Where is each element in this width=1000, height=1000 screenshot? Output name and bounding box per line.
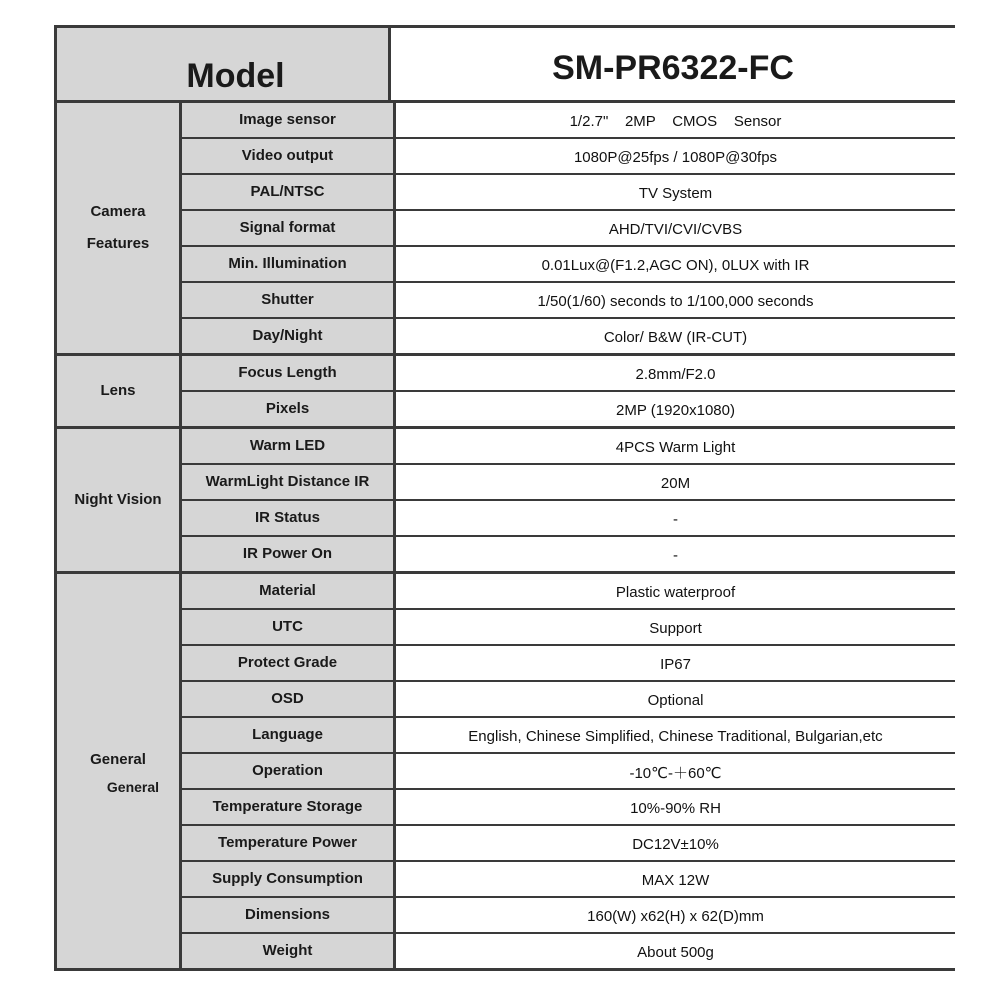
- spec-label: Shutter: [182, 283, 396, 317]
- section-label-night-vision: [54, 429, 182, 571]
- spec-label: IR Status: [182, 501, 396, 535]
- spec-row-min-illumination: [182, 245, 955, 281]
- spec-row-material: [182, 574, 955, 608]
- spec-row-operation: [182, 752, 955, 788]
- spec-value: TV System: [638, 184, 713, 202]
- spec-value: 0.01Lux@(F1.2,AGC ON), 0LUX with IR: [541, 256, 810, 274]
- spec-value: 4PCS Warm Light: [615, 438, 736, 456]
- section-label-line: General: [90, 751, 146, 768]
- section-label-line: General: [106, 779, 160, 795]
- spec-label: Temperature Power: [182, 826, 396, 860]
- spec-label: Material: [182, 574, 396, 608]
- section-label-line: Features: [86, 235, 150, 252]
- spec-row-day-night: [182, 317, 955, 353]
- model-header-row: [54, 25, 955, 103]
- section-label-camera-features: [54, 103, 182, 353]
- spec-label: WarmLight Distance IR: [182, 465, 396, 499]
- spec-value: 1080P@25fps / 1080P@30fps: [573, 148, 778, 166]
- model-label: Model: [54, 28, 391, 100]
- spec-row-ir-power-on: [182, 535, 955, 571]
- spec-label: Signal format: [182, 211, 396, 245]
- spec-label: Supply Consumption: [182, 862, 396, 896]
- spec-value: 2MP (1920x1080): [616, 401, 735, 419]
- spec-row-supply-consumption: [182, 860, 955, 896]
- section-camera-features: [54, 103, 955, 356]
- spec-value: English, Chinese Simplified, Chinese Traditional, Bulgarian,etc: [468, 727, 883, 745]
- spec-label: UTC: [182, 610, 396, 644]
- spec-row-warm-led: [182, 429, 955, 463]
- spec-value: -: [673, 510, 678, 528]
- spec-value: -10℃-＋60℃: [629, 764, 722, 782]
- section-general: [54, 574, 955, 971]
- spec-value: DC12V±10%: [632, 835, 719, 853]
- spec-label: Protect Grade: [182, 646, 396, 680]
- spec-row-signal-format: [182, 209, 955, 245]
- spec-row-image-sensor: [182, 103, 955, 137]
- section-night-vision: [54, 429, 955, 574]
- spec-value: Support: [649, 619, 702, 637]
- spec-row-protect-grade: [182, 644, 955, 680]
- section-label-line: Night Vision: [74, 491, 162, 508]
- spec-row-pixels: [182, 390, 955, 426]
- spec-label: Min. Illumination: [182, 247, 396, 281]
- section-label-general: [54, 574, 182, 968]
- spec-label: Focus Length: [182, 356, 396, 390]
- spec-row-temperature-storage: [182, 788, 955, 824]
- spec-value: 10%-90% RH: [630, 799, 721, 817]
- model-value: SM-PR6322-FC: [552, 48, 794, 87]
- spec-value: 1/2.7" 2MP CMOS Sensor: [569, 112, 782, 130]
- spec-label: Language: [182, 718, 396, 752]
- spec-label: Pixels: [182, 392, 396, 426]
- spec-value: Plastic waterproof: [615, 583, 736, 601]
- spec-value: 160(W) x62(H) x 62(D)mm: [587, 907, 764, 925]
- spec-label: PAL/NTSC: [182, 175, 396, 209]
- spec-value: About 500g: [637, 943, 714, 961]
- spec-label: Video output: [182, 139, 396, 173]
- spec-label: Weight: [182, 934, 396, 968]
- section-label-lens: [54, 356, 182, 426]
- spec-label: Warm LED: [182, 429, 396, 463]
- spec-value: Optional: [647, 691, 704, 709]
- spec-value: IP67: [660, 655, 691, 673]
- spec-row-osd: [182, 680, 955, 716]
- spec-row-temperature-power: [182, 824, 955, 860]
- spec-table: [54, 25, 955, 971]
- spec-label: Dimensions: [182, 898, 396, 932]
- spec-row-utc: [182, 608, 955, 644]
- spec-label: OSD: [182, 682, 396, 716]
- section-label-line: Camera: [90, 203, 146, 220]
- spec-label: Temperature Storage: [182, 790, 396, 824]
- spec-row-language: [182, 716, 955, 752]
- spec-label: Day/Night: [182, 319, 396, 353]
- spec-value: Color/ B&W (IR-CUT): [603, 328, 748, 346]
- spec-row-shutter: [182, 281, 955, 317]
- spec-value: 20M: [660, 474, 691, 492]
- spec-label: IR Power On: [182, 537, 396, 571]
- spec-label: Image sensor: [182, 103, 396, 137]
- section-lens: [54, 356, 955, 429]
- spec-row-warmlight-distance: [182, 463, 955, 499]
- section-label-line: Lens: [100, 382, 136, 399]
- spec-value: -: [673, 546, 678, 564]
- spec-value: AHD/TVI/CVI/CVBS: [608, 220, 743, 238]
- spec-row-weight: [182, 932, 955, 968]
- spec-label: Operation: [182, 754, 396, 788]
- spec-row-video-output: [182, 137, 955, 173]
- spec-row-focus-length: [182, 356, 955, 390]
- spec-value: MAX 12W: [641, 871, 710, 889]
- spec-row-dimensions: [182, 896, 955, 932]
- spec-row-ir-status: [182, 499, 955, 535]
- spec-row-pal-ntsc: [182, 173, 955, 209]
- spec-value: 1/50(1/60) seconds to 1/100,000 seconds: [537, 292, 814, 310]
- spec-value: 2.8mm/F2.0: [635, 365, 716, 383]
